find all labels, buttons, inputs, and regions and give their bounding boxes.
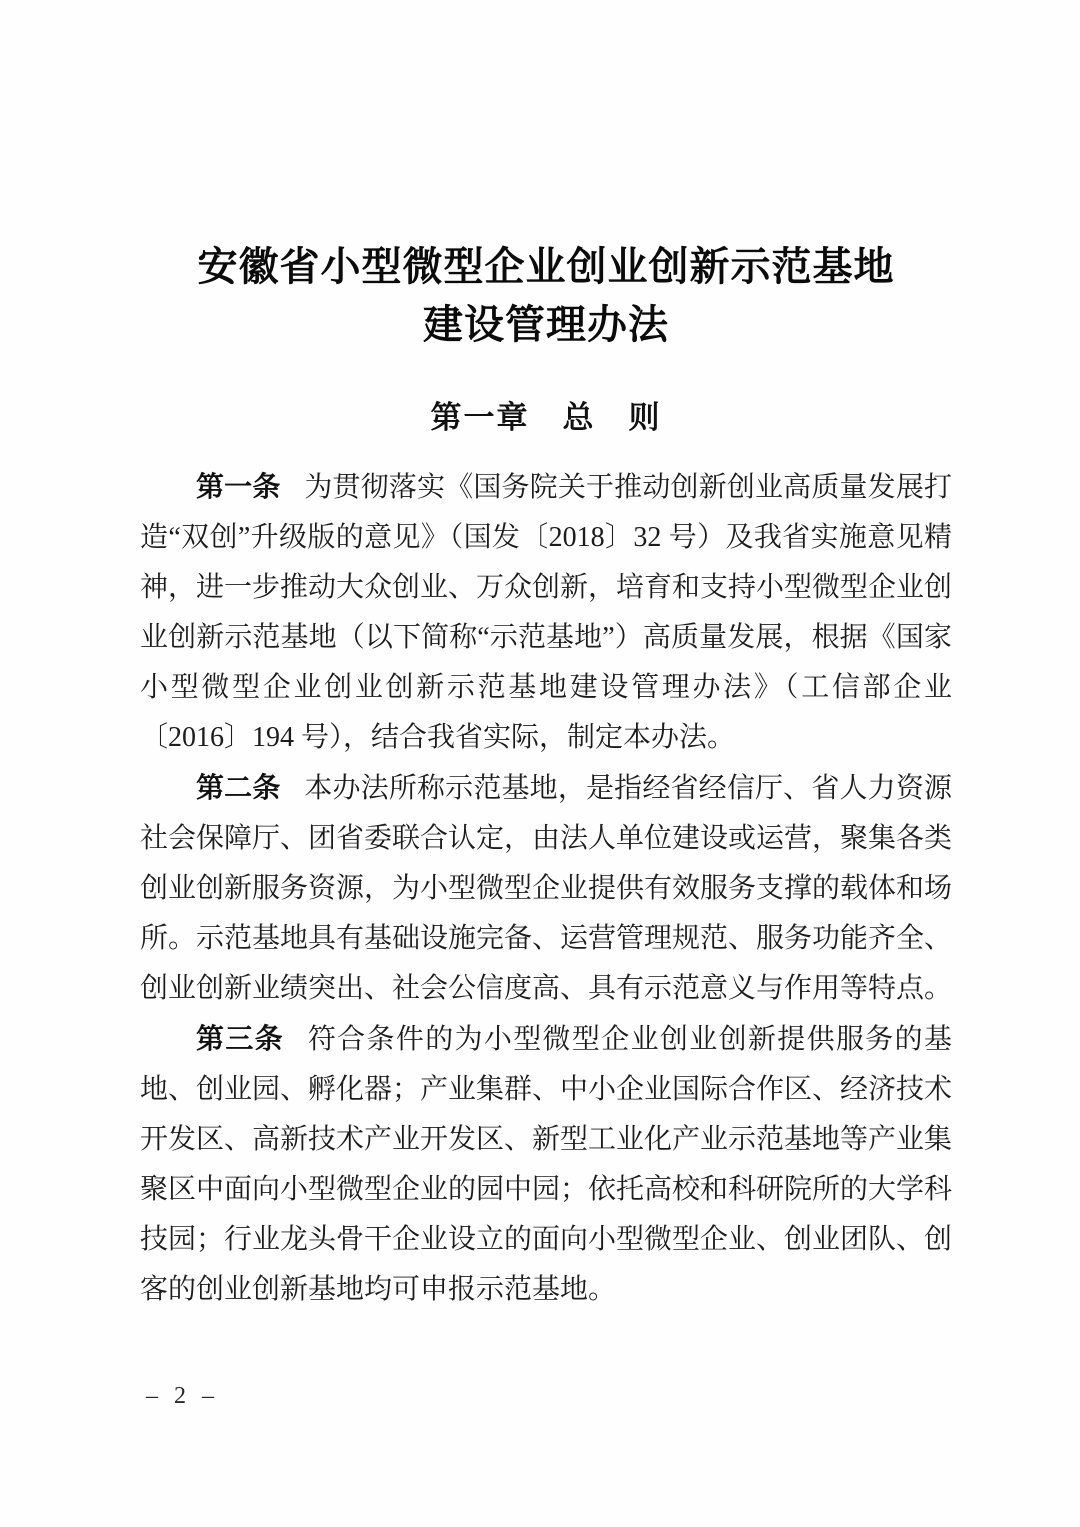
article-1-label: 第一条 [196, 471, 281, 502]
article-3 [140, 1014, 952, 1315]
article-3-text: 符合条件的为小型微型企业创业创新提供服务的基地、创业园、孵化器；产业集群、中小企业国际合作区、经济技术开发区、高新技术产业开发区、新型工业化产业示范基地等产业集聚区中面向小型微型企业的园中园；依托高校和科研院所的大学科技园；行业龙头骨干企业设立的面向小型微型企业、创业团队、创客的创业创新基地均可申报示范基地。 [140, 1024, 953, 1305]
article-3-label: 第三条 [196, 1023, 285, 1054]
article-2-text: 本办法所称示范基地，是指经省经信厅、省人力资源社会保障厅、团省委联合认定，由法人单位建设或运营，聚集各类创业创新服务资源，为小型微型企业提供有效服务支撑的载体和场所。示范基地具有基础设施完备、运营管理规范、服务功能齐全、创业创新业绩突出、社会公信度高、具有示范意义与作用等特点。 [140, 773, 953, 1004]
chapter-heading: 第一章 总 则 [430, 400, 662, 435]
article-2 [140, 763, 952, 1014]
article-1 [140, 462, 952, 763]
article-1-text: 为贯彻落实《国务院关于推动创新创业高质量发展打造“双创”升级版的意见》（国发〔2018〕32 号）及我省实施意见精神，进一步推动大众创业、万众创新，培育和支持小型微型企业创业创新示范基地（以下简称“示范基地”）高质量发展，根据《国家小型微型企业创业创新示范基地建设管理办法》（工信部企业〔2016〕194 号），结合我省实际，制定本办法。 [140, 472, 953, 753]
page-number: – 2 – [146, 1383, 219, 1409]
document-body [140, 462, 952, 1315]
document-title [140, 238, 952, 354]
document-title-line-1: 安徽省小型微型企业创业创新示范基地 [197, 244, 895, 289]
article-2-label: 第二条 [196, 772, 281, 803]
page-content [140, 0, 952, 1315]
document-title-line-2: 建设管理办法 [423, 302, 669, 347]
